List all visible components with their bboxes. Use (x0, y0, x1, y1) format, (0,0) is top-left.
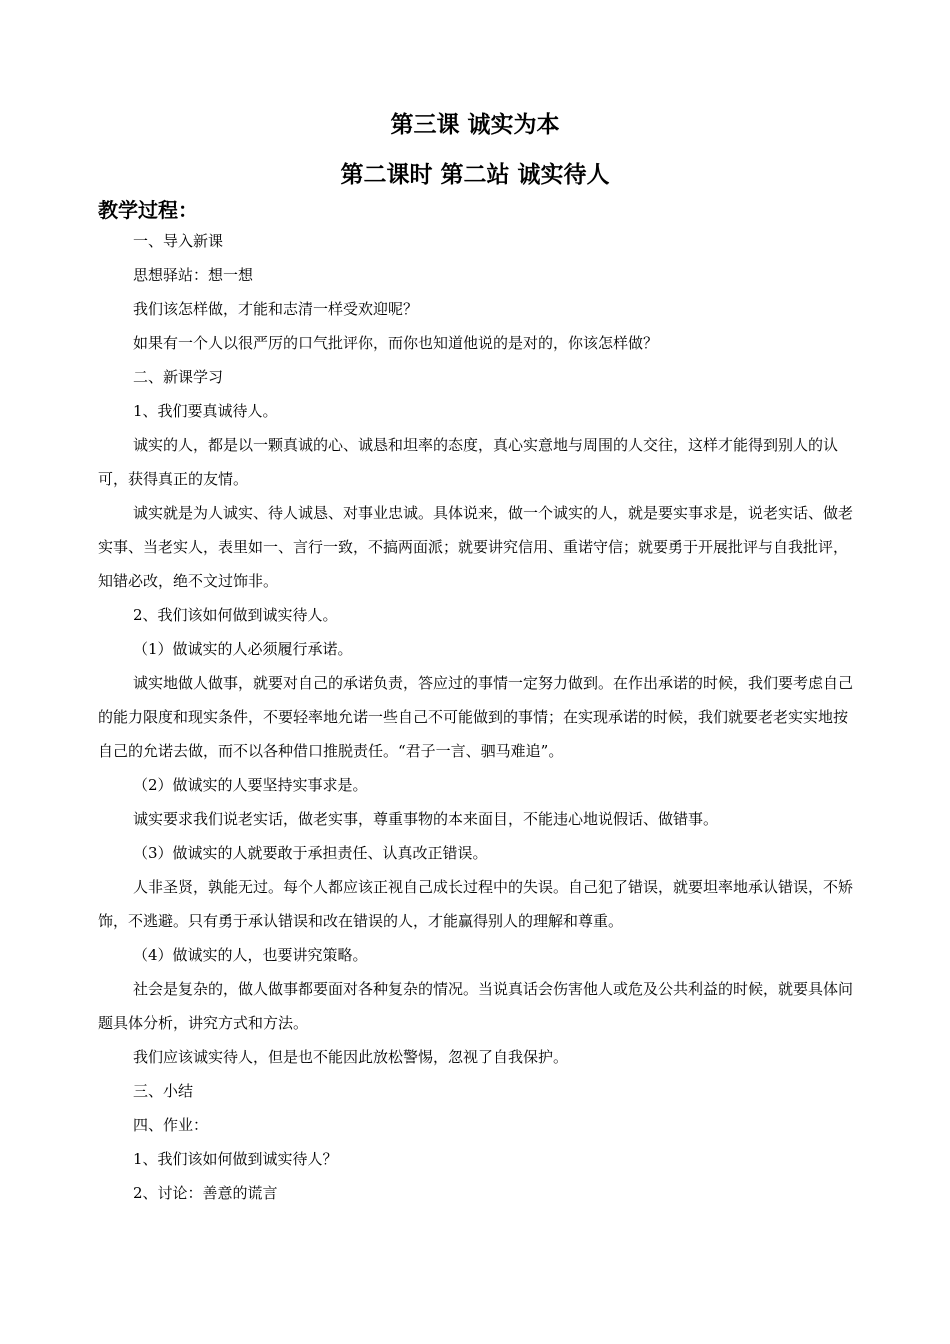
paragraph: （2）做诚实的人要坚持实事求是。 (133, 776, 368, 794)
paragraph: 四、作业： (133, 1116, 209, 1134)
paragraph: 诚实地做人做事，就要对自己的承诺负责，答应过的事情一定努力做到。在作出承诺的时候，我们要考虑自己的能力限度和现实条件，不要轻率地允诺一些自己不可能做到的事情；在实现承诺的时候，我们就要老老实实地按自己的允诺去做，而不以各种借口推脱责任。“君子一言、驷马难追”。 (98, 674, 854, 760)
paragraph: 1、我们要真诚待人。 (133, 402, 278, 420)
section-heading: 教学过程： (98, 198, 198, 222)
paragraph: 三、小结 (133, 1082, 194, 1100)
paragraph: 社会是复杂的，做人做事都要面对各种复杂的情况。当说真话会伤害他人或危及公共利益的时候，就要具体问题具体分析，讲究方式和方法。 (98, 980, 854, 1032)
paragraph: （3）做诚实的人就要敢于承担责任、认真改正错误。 (133, 844, 488, 862)
paragraph: 诚实要求我们说老实话，做老实事，尊重事物的本来面目，不能违心地说假话、做错事。 (133, 810, 719, 828)
paragraph: 二、新课学习 (133, 368, 224, 386)
paragraph: 人非圣贤，孰能无过。每个人都应该正视自己成长过程中的失误。自己犯了错误，就要坦率地承认错误，不矫饰，不逃避。只有勇于承认错误和改在错误的人，才能赢得别人的理解和尊重。 (98, 878, 854, 930)
document-body (98, 224, 858, 1210)
paragraph: 诚实的人，都是以一颗真诚的心、诚恳和坦率的态度，真心实意地与周围的人交往，这样才能得到别人的认可，获得真正的友情。 (98, 436, 839, 488)
paragraph: 思想驿站：想一想 (133, 266, 254, 284)
paragraph: 我们应该诚实待人，但是也不能因此放松警惕，忽视了自我保护。 (133, 1048, 569, 1066)
paragraph: 一、导入新课 (133, 232, 224, 250)
paragraph: 诚实就是为人诚实、待人诚恳、对事业忠诚。具体说来，做一个诚实的人，就是要实事求是，说老实话、做老实事、当老实人，表里如一、言行一致，不搞两面派；就要讲究信用、重诺守信；就要勇于开展批评与自我批评，知错必改，绝不文过饰非。 (98, 504, 854, 590)
document-title: 第三课 诚实为本 (390, 112, 560, 138)
paragraph: 我们该怎样做，才能和志清一样受欢迎呢？ (133, 300, 419, 318)
paragraph: 2、讨论：善意的谎言 (133, 1184, 278, 1202)
paragraph: （1）做诚实的人必须履行承诺。 (133, 640, 353, 658)
paragraph: 1、我们该如何做到诚实待人？ (133, 1150, 338, 1168)
paragraph: 2、我们该如何做到诚实待人。 (133, 606, 338, 624)
document-subtitle: 第二课时 第二站 诚实待人 (340, 162, 610, 188)
paragraph: （4）做诚实的人，也要讲究策略。 (133, 946, 368, 964)
paragraph: 如果有一个人以很严厉的口气批评你，而你也知道他说的是对的，你该怎样做？ (133, 334, 659, 352)
